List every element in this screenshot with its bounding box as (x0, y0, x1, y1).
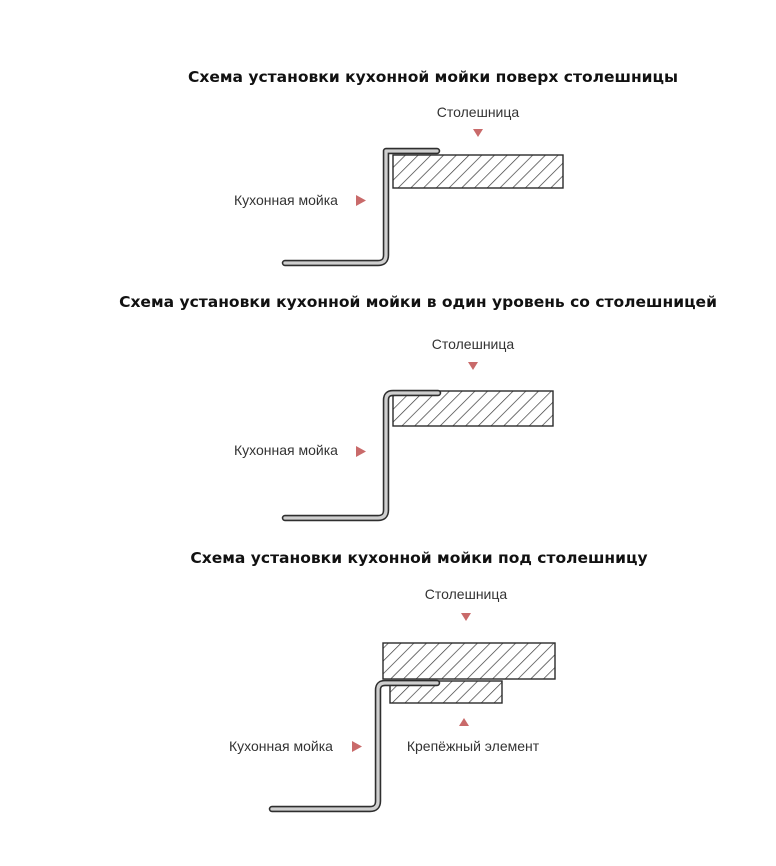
sink-label: Кухонная мойка (229, 738, 333, 754)
countertop-slab (393, 155, 563, 188)
sink-arrow-icon (352, 741, 362, 752)
diagram-title: Схема установки кухонной мойки под столешницу (190, 549, 648, 567)
countertop-slab (383, 643, 555, 679)
countertop-arrow-icon (468, 362, 478, 370)
sink-arrow-icon (356, 446, 366, 457)
countertop-arrow-icon (473, 129, 483, 137)
fastener-label: Крепёжный элемент (406, 738, 540, 754)
sink-label: Кухонная мойка (234, 442, 338, 458)
sink-label: Кухонная мойка (234, 192, 338, 208)
diagram-flush-mount (119, 293, 717, 518)
diagram-undermount (190, 549, 647, 809)
diagram-title: Схема установки кухонной мойки в один уровень со столешницей (119, 293, 717, 311)
fastener-arrow-icon (459, 718, 469, 726)
countertop-label: Столешница (424, 586, 508, 602)
diagram-over-countertop (188, 68, 678, 263)
countertop-label: Столешница (436, 104, 520, 120)
countertop-arrow-icon (461, 613, 471, 621)
sink-arrow-icon (356, 195, 366, 206)
countertop-label: Столешница (431, 336, 515, 352)
diagram-title: Схема установки кухонной мойки поверх столешницы (187, 68, 679, 86)
